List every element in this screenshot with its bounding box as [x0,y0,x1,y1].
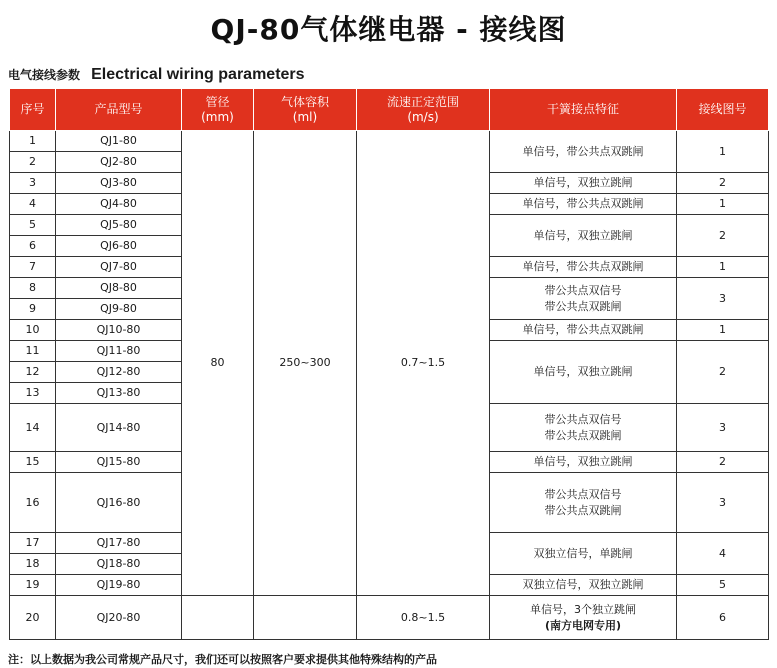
pipe-cell-blank [182,596,254,640]
model-cell: QJ19-80 [56,575,182,596]
diagram-cell: 1 [677,194,769,215]
model-cell: QJ16-80 [56,473,182,533]
gas-cell-blank [254,596,357,640]
model-cell: QJ6-80 [56,236,182,257]
header-diagram: 接线图号 [677,89,769,131]
diagram-cell: 1 [677,131,769,173]
feature-cell: 带公共点双信号 带公共点双跳闸 [490,473,677,533]
model-cell: QJ4-80 [56,194,182,215]
feature-subtext: (南方电网专用) [544,618,622,632]
model-cell: QJ7-80 [56,257,182,278]
flow-cell: 0.8~1.5 [357,596,490,640]
diagram-cell: 2 [677,173,769,194]
model-cell: QJ9-80 [56,299,182,320]
diagram-cell: 6 [677,596,769,640]
feature-cell: 单信号，双独立跳闸 [490,452,677,473]
seq-cell: 3 [10,173,56,194]
seq-cell: 6 [10,236,56,257]
flow-cell: 0.7~1.5 [357,131,490,596]
seq-cell: 13 [10,383,56,404]
model-cell: QJ1-80 [56,131,182,152]
model-cell: QJ8-80 [56,278,182,299]
header-seq: 序号 [10,89,56,131]
wiring-parameters-table [9,88,769,640]
header-gas: 气体容积 (ml) [254,89,357,131]
footnote: 注：以上数据为我公司常规产品尺寸，我们还可以按照客户要求提供其他特殊结构的产品 [8,653,437,666]
model-cell: QJ14-80 [56,404,182,452]
diagram-cell: 1 [677,320,769,341]
table-header-row [10,89,769,131]
seq-cell: 5 [10,215,56,236]
diagram-cell: 4 [677,533,769,575]
seq-cell: 12 [10,362,56,383]
model-cell: QJ15-80 [56,452,182,473]
pipe-cell: 80 [182,131,254,596]
feature-cell: 单信号，带公共点双跳闸 [490,257,677,278]
seq-cell: 9 [10,299,56,320]
gas-cell: 250~300 [254,131,357,596]
diagram-cell: 2 [677,452,769,473]
seq-cell: 4 [10,194,56,215]
seq-cell: 17 [10,533,56,554]
table-row [10,131,769,152]
feature-cell: 双独立信号，单跳闸 [490,533,677,575]
seq-cell: 14 [10,404,56,452]
diagram-cell: 3 [677,278,769,320]
feature-cell: 单信号，双独立跳闸 [490,215,677,257]
diagram-cell: 2 [677,215,769,257]
feature-cell: 单信号，带公共点双跳闸 [490,320,677,341]
seq-cell: 10 [10,320,56,341]
section-subtitle [8,64,305,84]
subtitle-cn: 电气接线参数 [8,68,81,82]
header-pipe: 管径 (mm) [182,89,254,131]
feature-cell: 带公共点双信号 带公共点双跳闸 [490,278,677,320]
model-cell: QJ2-80 [56,152,182,173]
diagram-cell: 1 [677,257,769,278]
seq-cell: 11 [10,341,56,362]
feature-cell: 单信号，带公共点双跳闸 [490,131,677,173]
feature-cell: 单信号，带公共点双跳闸 [490,194,677,215]
diagram-cell: 5 [677,575,769,596]
model-cell: QJ17-80 [56,533,182,554]
model-cell: QJ20-80 [56,596,182,640]
header-reed: 干簧接点特征 [490,89,677,131]
seq-cell: 7 [10,257,56,278]
seq-cell: 18 [10,554,56,575]
seq-cell: 15 [10,452,56,473]
model-cell: QJ10-80 [56,320,182,341]
seq-cell: 8 [10,278,56,299]
seq-cell: 2 [10,152,56,173]
seq-cell: 19 [10,575,56,596]
feature-cell: 单信号，双独立跳闸 [490,341,677,404]
model-cell: QJ5-80 [56,215,182,236]
model-cell: QJ12-80 [56,362,182,383]
seq-cell: 16 [10,473,56,533]
header-model: 产品型号 [56,89,182,131]
seq-cell: 20 [10,596,56,640]
model-cell: QJ3-80 [56,173,182,194]
feature-cell [490,596,677,640]
feature-cell: 带公共点双信号 带公共点双跳闸 [490,404,677,452]
page-title: QJ-80气体继电器 - 接线图 [210,13,567,46]
table-row [10,596,769,640]
diagram-cell: 3 [677,404,769,452]
diagram-cell: 3 [677,473,769,533]
model-cell: QJ18-80 [56,554,182,575]
subtitle-en: Electrical wiring parameters [91,66,305,83]
feature-cell: 双独立信号，双独立跳闸 [490,575,677,596]
feature-cell: 单信号，双独立跳闸 [490,173,677,194]
seq-cell: 1 [10,131,56,152]
diagram-cell: 2 [677,341,769,404]
model-cell: QJ11-80 [56,341,182,362]
header-flow: 流速正定范围 (m/s) [357,89,490,131]
feature-text: 单信号，3个独立跳闸 [530,602,636,616]
model-cell: QJ13-80 [56,383,182,404]
